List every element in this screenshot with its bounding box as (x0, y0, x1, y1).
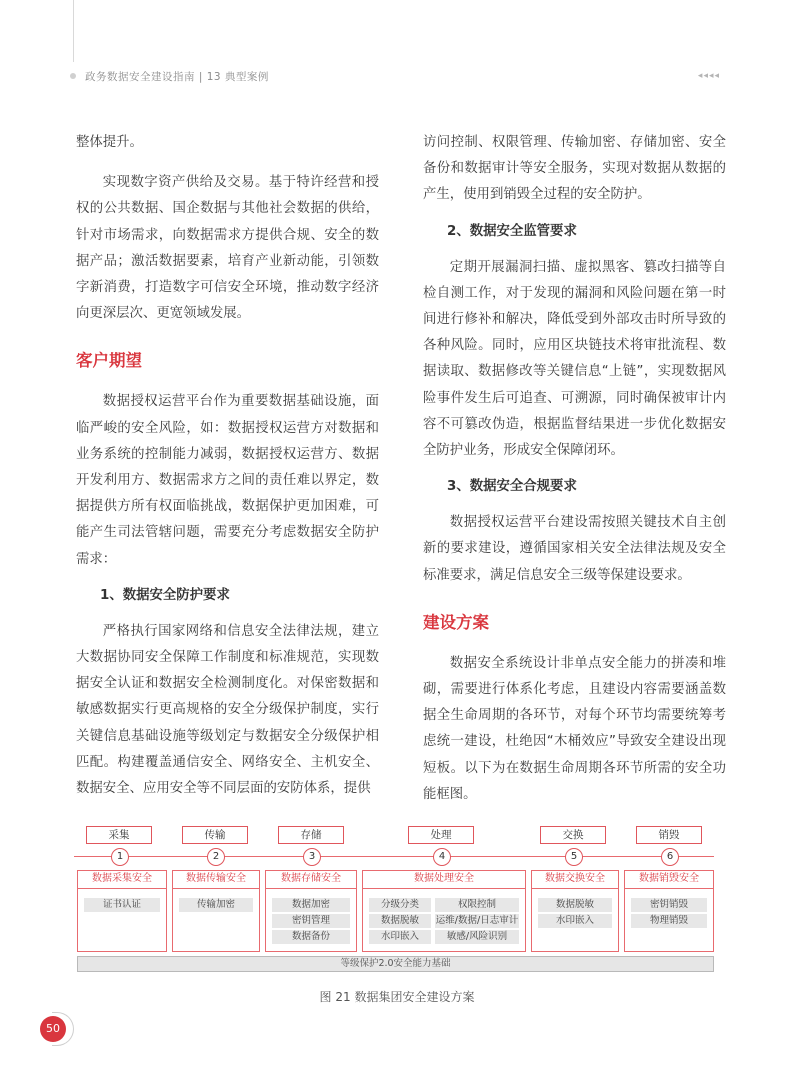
subsection-title: 3、数据安全合规要求 (447, 479, 577, 495)
box-title: 数据交换安全 (532, 871, 618, 889)
figure-caption: 图 21 数据集团安全建设方案 (319, 990, 475, 1004)
capability-cell: 证书认证 (84, 898, 160, 912)
capability-cell: 分级分类 (369, 898, 431, 912)
right-column (423, 130, 726, 808)
paragraph: 数据授权运营平台建设需按照关键技术自主创新的要求建设，遵循国家相关安全法律法规及安全标准要求，满足信息安全三级等保建设要求。 (423, 515, 726, 583)
security-box-storage (265, 870, 357, 952)
stage-label: 采集 (86, 826, 152, 844)
paragraph: 数据安全系统设计非单点安全能力的拼凑和堆砌，需要进行体系化考虑，且建设内容需要涵盖数据全生命周期的各环节，对每个环节均需要统筹考虑统一建设，杜绝因“木桶效应”导致安全建设出现短板。以下为在数据生命周期各环节所需的安全功能框图。 (423, 655, 726, 802)
header-dot (70, 73, 76, 79)
capability-cell: 权限控制 (435, 898, 519, 912)
security-box-processing (362, 870, 526, 952)
capability-cell: 密钥销毁 (631, 898, 707, 912)
capability-cell: 敏感/风险识别 (435, 930, 519, 944)
security-box-transmission (172, 870, 260, 952)
subsection-title: 1、数据安全防护要求 (100, 587, 230, 603)
section-title-customer-expectations: 客户期望 (76, 351, 142, 371)
stage-number: 4 (433, 848, 451, 866)
capability-cell: 传输加密 (179, 898, 253, 912)
timeline-line (74, 856, 714, 857)
paragraph: 定期开展漏洞扫描、虚拟黑客、篡改扫描等自检自测工作，对于发现的漏洞和风险问题在第一时间进行修补和解决，降低受到外部攻击时所导致的各种风险。同时，应用区块链技术将审批流程、数据读取、数据修改等关键信息“上链”，实现数据风险事件发生后可追查、可溯源，同时确保被审计内容不可篡改伪造，根据监督结果进一步优化数据安全防护业务，形成安全保障闭环。 (423, 259, 726, 459)
stage-label: 处理 (408, 826, 474, 844)
stage-label: 交换 (540, 826, 606, 844)
paragraph: 实现数字资产供给及交易。基于特许经营和授权的公共数据、国企数据与其他社会数据的供给，针对市场需求，向数据需求方提供合规、安全的数据产品；激活数据要素，培育产业新动能，引领数字新消费，打造数字可信安全环境，推动数字经济向更深层次、更宽领域发展。 (76, 175, 379, 322)
capability-cell: 数据备份 (272, 930, 350, 944)
security-box-collection (77, 870, 167, 952)
lifecycle-security-diagram (74, 826, 720, 974)
header-text: 政务数据安全建设指南 | 13 典型案例 (85, 70, 269, 83)
paragraph: 数据授权运营平台作为重要数据基础设施，面临严峻的安全风险，如：数据授权运营方对数据和业务系统的控制能力减弱，数据授权运营方、数据开发利用方、数据需求方之间的责任难以界定，数据提供方所有权面临挑战，数据保护更加困难，可能产生司法管辖问题，需要充分考虑数据安全防护需求： (76, 394, 379, 567)
stage-label: 传输 (182, 826, 248, 844)
paragraph: 整体提升。 (76, 135, 143, 150)
box-title: 数据采集安全 (78, 871, 166, 889)
capability-cell: 数据加密 (272, 898, 350, 912)
capability-cell: 水印嵌入 (538, 914, 612, 928)
section-title-construction-plan: 建设方案 (423, 612, 489, 632)
header-vertical-rule (73, 0, 74, 62)
left-column (76, 130, 379, 802)
capability-cell: 运维/数据/日志审计 (435, 915, 519, 926)
security-box-exchange (531, 870, 619, 952)
base-capability-bar: 等级保护2.0安全能力基础 (77, 956, 714, 972)
capability-cell: 水印嵌入 (369, 930, 431, 944)
stage-number: 3 (303, 848, 321, 866)
capability-cell: 密钥管理 (272, 914, 350, 928)
capability-cell: 数据脱敏 (538, 898, 612, 912)
stage-number: 5 (565, 848, 583, 866)
paragraph: 访问控制、权限管理、传输加密、存储加密、安全备份和数据审计等安全服务，实现对数据从数据的产生，使用到销毁全过程的安全防护。 (423, 135, 726, 203)
capability-cell: 物理销毁 (631, 914, 707, 928)
header-arrows-icon: ◂◂◂◂ (697, 71, 720, 81)
subsection-title: 2、数据安全监管要求 (447, 223, 577, 239)
box-title: 数据传输安全 (173, 871, 259, 889)
stage-number: 1 (111, 848, 129, 866)
stage-label: 销毁 (636, 826, 702, 844)
box-title: 数据处理安全 (363, 871, 525, 889)
security-box-destruction (624, 870, 714, 952)
box-title: 数据存储安全 (266, 871, 356, 889)
capability-cell: 数据脱敏 (369, 914, 431, 928)
page-number: 50 (40, 1016, 66, 1042)
stage-number: 2 (207, 848, 225, 866)
stage-label: 存储 (278, 826, 344, 844)
running-header (70, 68, 720, 84)
stage-number: 6 (661, 848, 679, 866)
paragraph: 严格执行国家网络和信息安全法律法规，建立大数据协同安全保障工作制度和标准规范，实现数据安全认证和数据安全检测制度化。对保密数据和敏感数据实行更高规格的安全分级保护制度，实行关键信息基础设施等级划定与数据安全分级保护相匹配。构建覆盖通信安全、网络安全、主机安全、数据安全、应用安全等不同层面的安防体系，提供 (76, 623, 379, 797)
box-title: 数据销毁安全 (625, 871, 713, 889)
